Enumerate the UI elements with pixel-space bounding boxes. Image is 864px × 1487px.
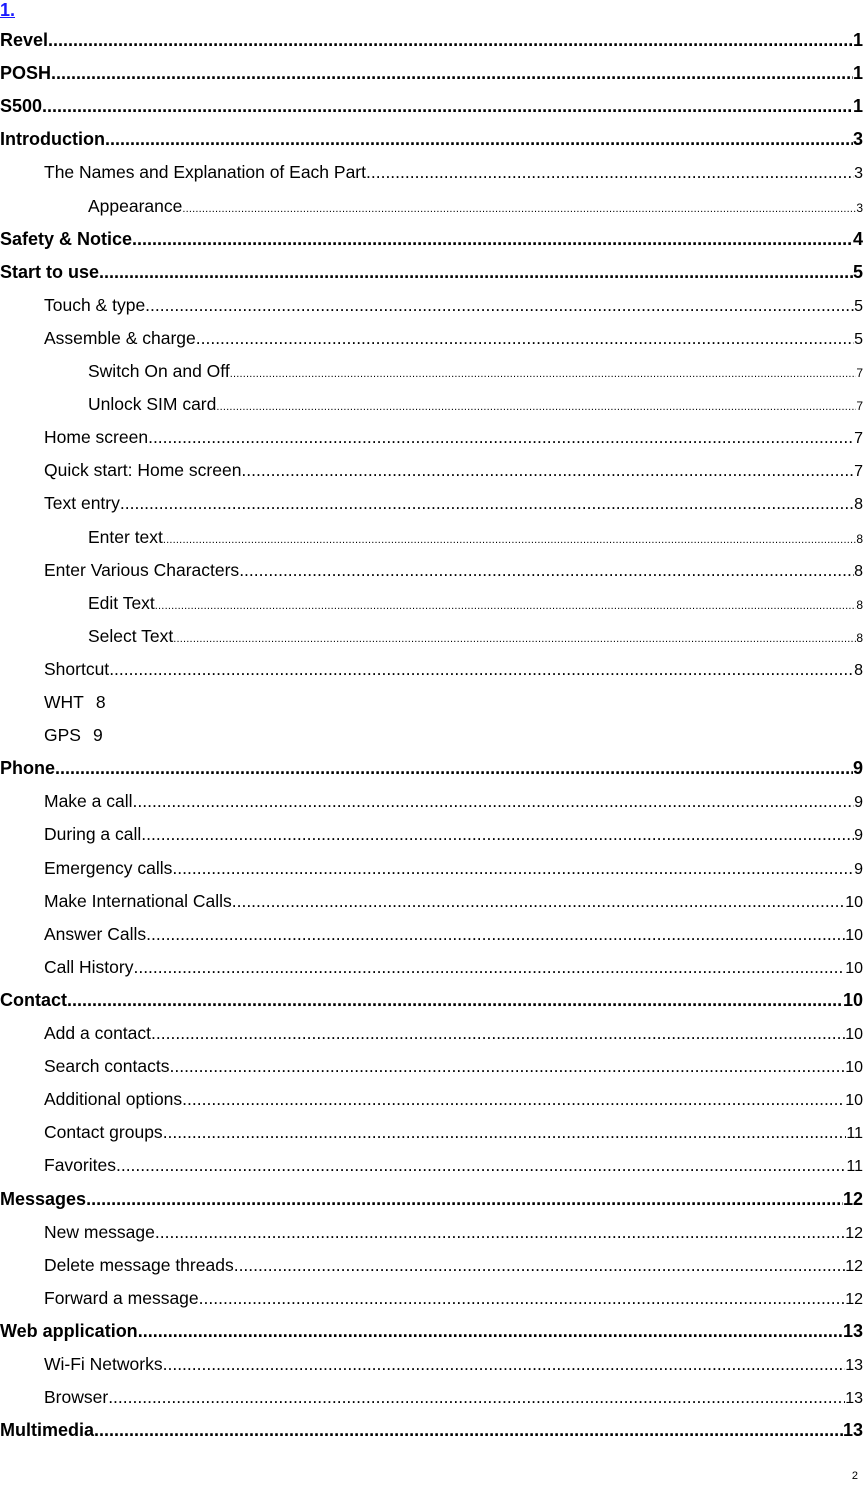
dot-leader (67, 990, 843, 1011)
toc-entry-title: Browser (44, 1387, 109, 1407)
dot-leader (141, 824, 854, 845)
toc-entry-page: 12 (842, 1189, 863, 1209)
toc-entry-title: Introduction (0, 129, 105, 149)
toc-entry-title: The Names and Explanation of Each Part (44, 162, 366, 182)
dot-leader (86, 1189, 843, 1210)
dot-leader (155, 1222, 845, 1243)
toc-entry[interactable] (44, 560, 863, 581)
toc-entry-title: Web application (0, 1321, 138, 1341)
toc-entry-title: Text entry (44, 493, 120, 513)
toc-entry[interactable] (44, 162, 863, 183)
toc-entry-title: Start to use (0, 262, 100, 282)
toc-entry[interactable] (44, 725, 103, 746)
toc-entry-title: Edit Text (88, 593, 155, 613)
toc-entry[interactable] (44, 1255, 863, 1276)
toc-entry-title: GPS (44, 725, 81, 745)
toc-entry-title: Make International Calls (44, 891, 232, 911)
toc-entry-title: Unlock SIM card (88, 394, 217, 414)
toc-entry-title: S500 (0, 96, 43, 116)
toc-entry-title: Multimedia (0, 1420, 95, 1440)
toc-entry-page: 10 (842, 990, 863, 1010)
dot-leader (105, 129, 853, 150)
toc-entry-page: 9 (854, 827, 863, 844)
dot-leader (108, 1387, 845, 1408)
dot-leader (94, 1420, 843, 1441)
toc-entry-page: 13 (842, 1420, 863, 1440)
toc-entry[interactable] (0, 129, 863, 150)
dot-leader (232, 891, 845, 912)
toc-entry[interactable] (88, 361, 863, 382)
toc-entry-page: 3 (854, 165, 863, 182)
toc-entry-page: 7 (854, 430, 863, 447)
toc-entry-title: Additional options (44, 1089, 183, 1109)
toc-entry-page: 13 (845, 1357, 863, 1374)
toc-entry[interactable] (44, 659, 863, 680)
toc-entry[interactable] (44, 493, 863, 514)
toc-entry-title: Contact groups (44, 1122, 163, 1142)
toc-entry-title: Shortcut (44, 659, 110, 679)
toc-entry-title: Enter Various Characters (44, 560, 240, 580)
toc-entry-title: Enter text (88, 527, 163, 547)
toc-entry[interactable] (44, 1222, 863, 1243)
toc-entry-page: 13 (845, 1390, 863, 1407)
dot-leader (109, 659, 854, 680)
toc-entry-title: Favorites (44, 1155, 116, 1175)
dot-leader (138, 1321, 843, 1342)
toc-entry[interactable] (88, 196, 863, 217)
toc-entry[interactable] (44, 460, 863, 481)
toc-entry-title: New message (44, 1222, 155, 1242)
dot-leader (241, 460, 854, 481)
toc-entry[interactable] (44, 891, 863, 912)
toc-entry-title: Switch On and Off (88, 361, 230, 381)
toc-entry-title: Search contacts (44, 1056, 170, 1076)
dot-leader (146, 924, 845, 945)
toc-entry[interactable] (44, 858, 863, 879)
dot-leader (133, 791, 855, 812)
toc-entry-page: 4 (852, 229, 863, 249)
toc-entry-page: 5 (854, 298, 863, 315)
dot-leader (42, 96, 853, 117)
toc-entry[interactable] (0, 1189, 863, 1210)
toc-entry-title: Safety & Notice (0, 229, 133, 249)
toc-entry-page: 7 (856, 399, 863, 413)
toc-entry-page: 8 (854, 563, 863, 580)
toc-entry[interactable] (0, 758, 863, 779)
toc-entry-page: 3 (852, 129, 863, 149)
toc-entry-title: Phone (0, 758, 56, 778)
toc-entry-page: 5 (854, 331, 863, 348)
toc-entry-title: Make a call (44, 791, 133, 811)
toc-entry-page: 11 (846, 1158, 863, 1175)
dot-leader (148, 427, 854, 448)
dot-leader (51, 63, 853, 84)
toc-entry-page: 5 (852, 262, 863, 282)
dot-leader (230, 368, 857, 380)
toc-entry[interactable] (44, 1354, 863, 1375)
toc-entry[interactable] (44, 791, 863, 812)
dot-leader (155, 600, 857, 612)
dot-leader (163, 1122, 847, 1143)
toc-entry-page: 13 (842, 1321, 863, 1341)
toc-entry-page: 1 (852, 63, 863, 83)
toc-entry[interactable] (88, 394, 863, 415)
toc-entry-title: Call History (44, 957, 134, 977)
toc-entry[interactable] (0, 990, 863, 1011)
toc-entry-page: 8 (95, 692, 106, 712)
dot-leader (172, 858, 854, 879)
toc-entry[interactable] (0, 30, 863, 51)
toc-entry[interactable] (44, 295, 863, 316)
toc-entry-title: Assemble & charge (44, 328, 196, 348)
dot-leader (116, 1155, 846, 1176)
toc-entry-page: 9 (92, 725, 103, 745)
dot-leader (133, 957, 845, 978)
toc-entry-page: 10 (845, 927, 863, 944)
toc-entry-page: 9 (852, 758, 863, 778)
toc-entry-page: 1 (852, 96, 863, 116)
toc-entry-page: 7 (854, 463, 863, 480)
toc-entry-page: 7 (856, 366, 863, 380)
toc-entry[interactable] (44, 692, 106, 713)
page-number: 2 (851, 1470, 858, 1482)
toc-entry[interactable] (44, 924, 863, 945)
toc-entry[interactable] (0, 96, 863, 117)
toc-entry-title: Quick start: Home screen (44, 460, 242, 480)
toc-entry-page: 9 (854, 861, 863, 878)
dot-leader (151, 1023, 845, 1044)
toc-entry-title: Delete message threads (44, 1255, 234, 1275)
dot-leader (55, 758, 853, 779)
toc-entry-page: 8 (854, 496, 863, 513)
toc-entry-title: During a call (44, 824, 142, 844)
dot-leader (196, 328, 854, 349)
toc-entry[interactable] (0, 229, 863, 250)
toc-entry[interactable] (44, 1387, 863, 1408)
dot-leader (48, 30, 853, 51)
dot-leader (145, 295, 854, 316)
toc-entry-page: 10 (845, 1059, 863, 1076)
dot-leader (239, 560, 854, 581)
toc-entry[interactable] (0, 63, 863, 84)
toc-heading-link[interactable]: 1. (0, 0, 16, 20)
toc-entry-title: WHT (44, 692, 84, 712)
toc-entry-page: 12 (845, 1258, 863, 1275)
dot-leader (169, 1056, 845, 1077)
toc-entry[interactable] (44, 328, 863, 349)
toc-entry-title: Emergency calls (44, 858, 173, 878)
dot-leader (132, 229, 853, 250)
dot-leader (366, 162, 854, 183)
toc-entry[interactable] (88, 626, 863, 647)
toc-entry-page: 11 (846, 1125, 863, 1142)
toc-entry-page: 10 (845, 1092, 863, 1109)
toc-entry-page: 8 (854, 662, 863, 679)
toc-entry-page: 10 (845, 894, 863, 911)
toc-entry-title: Contact (0, 990, 67, 1010)
toc-entry[interactable] (44, 427, 863, 448)
toc-entry-title: Appearance (88, 196, 183, 216)
toc-entry[interactable] (44, 1288, 863, 1309)
toc-entry[interactable] (44, 1023, 863, 1044)
toc-entry-title: Forward a message (44, 1288, 199, 1308)
toc-entry-page: 10 (845, 1026, 863, 1043)
toc-entry-title: Answer Calls (44, 924, 147, 944)
toc-entry-title: Touch & type (44, 295, 146, 315)
dot-leader (120, 493, 854, 514)
toc-entry-page: 12 (845, 1291, 863, 1308)
dot-leader (199, 1288, 846, 1309)
toc-entry-page: 8 (856, 532, 863, 546)
dot-leader (163, 534, 856, 546)
toc-entry-title: Messages (0, 1189, 87, 1209)
toc-entry[interactable] (0, 1321, 863, 1342)
toc-entry-title: Select Text (88, 626, 174, 646)
toc-entry-title: Add a contact (44, 1023, 152, 1043)
dot-leader (173, 633, 856, 645)
toc-entry-page: 9 (854, 794, 863, 811)
toc-entry[interactable] (44, 1056, 863, 1077)
toc-entry-page: 8 (856, 631, 863, 645)
toc-entry[interactable] (44, 1089, 863, 1110)
dot-leader (182, 1089, 845, 1110)
dot-leader (182, 203, 856, 215)
toc-entry[interactable] (44, 824, 863, 845)
toc-entry[interactable] (0, 262, 863, 283)
toc-entry-page: 1 (852, 30, 863, 50)
toc-entry[interactable] (44, 1155, 863, 1176)
dot-leader (234, 1255, 846, 1276)
toc-entry-title: Home screen (44, 427, 149, 447)
toc-entry-page: 12 (845, 1225, 863, 1242)
toc-entry[interactable] (44, 1122, 863, 1143)
toc-entry[interactable] (88, 527, 863, 548)
toc-entry-title: POSH (0, 63, 52, 83)
toc-entry-page: 10 (845, 960, 863, 977)
toc-entry[interactable] (88, 593, 863, 614)
toc-entry-page: 3 (856, 201, 863, 215)
dot-leader (99, 262, 853, 283)
toc-entry-title: Revel (0, 30, 49, 50)
toc-entry[interactable] (0, 1420, 863, 1441)
toc-entry[interactable] (44, 957, 863, 978)
toc-entry-page: 8 (856, 598, 863, 612)
toc-entry-title: Wi-Fi Networks (44, 1354, 163, 1374)
dot-leader (216, 401, 856, 413)
dot-leader (163, 1354, 846, 1375)
